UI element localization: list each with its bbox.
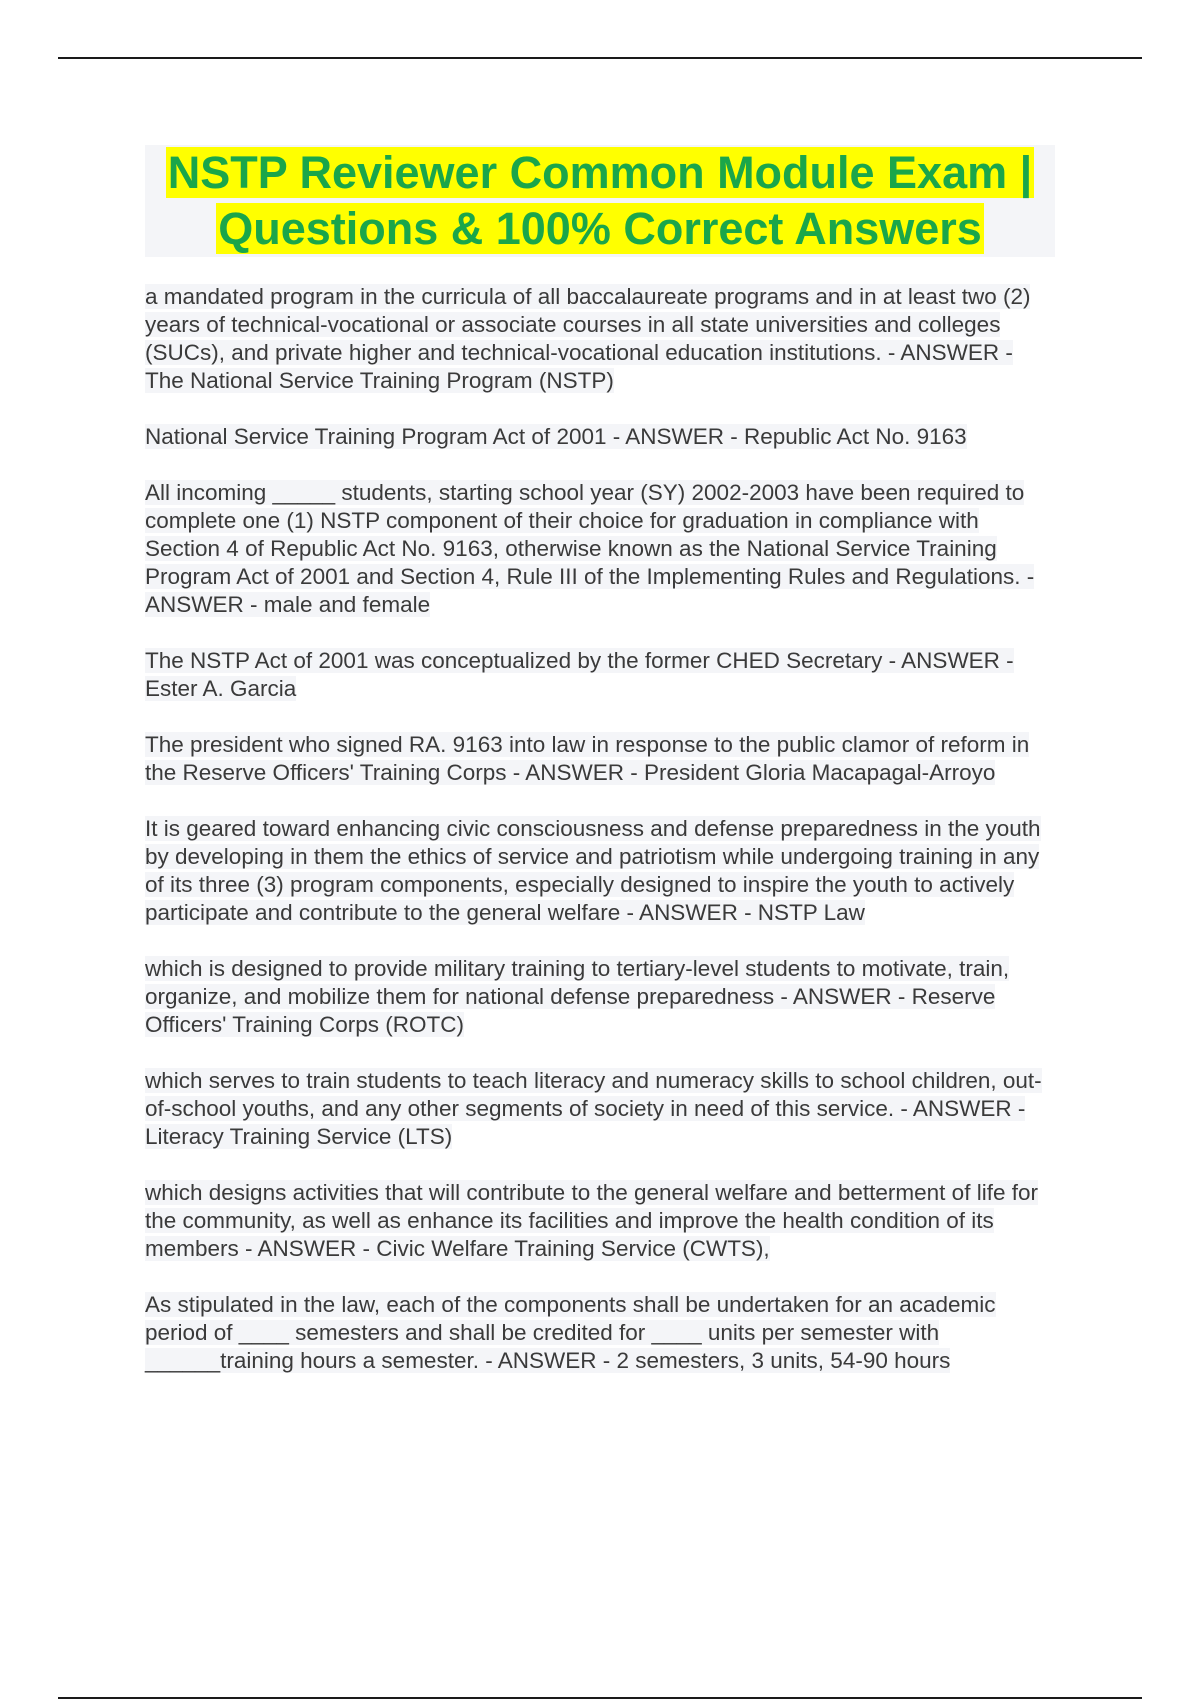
qa-item-9 — [145, 1179, 1055, 1263]
qa-item-2 — [145, 423, 1055, 451]
qa-text: a mandated program in the curricula of all baccalaureate programs and in at least two (2) years of technical-vocational or associate courses in all state universities and colleges (SUCs), and private higher and technical-vocational education institutions. - ANSWER - The National Service Training Program (NSTP) — [145, 284, 1031, 393]
qa-list — [145, 283, 1055, 1403]
qa-item-5 — [145, 731, 1055, 787]
qa-text: The president who signed RA. 9163 into law in response to the public clamor of reform in the Reserve Officers' Training Corps - ANSWER - President Gloria Macapagal-Arroyo — [145, 732, 1030, 785]
qa-item-6 — [145, 815, 1055, 927]
qa-text: which designs activities that will contribute to the general welfare and betterment of life for the community, as well as enhance its facilities and improve the health condition of its members - ANSWER - Civic Welfare Training Service (CWTS), — [145, 1180, 1038, 1261]
qa-text: which serves to train students to teach literacy and numeracy skills to school children, out-of-school youths, and any other segments of society in need of this service. - ANSWER - Literacy Training Service (LTS) — [145, 1068, 1042, 1149]
qa-text: which is designed to provide military training to tertiary-level students to motivate, train, organize, and mobilize them for national defense preparedness - ANSWER - Reserve Officers' Training Corps (ROTC) — [145, 956, 1010, 1037]
top-rule — [58, 57, 1142, 59]
qa-text: As stipulated in the law, each of the components shall be undertaken for an academic period of ____ semesters and shall be credited for ____ units per semester with ______training hours a semester. - ANSWER - 2 semesters, 3 units, 54-90 hours — [145, 1292, 996, 1373]
page-title: NSTP Reviewer Common Module Exam | Questions & 100% Correct Answers — [167, 147, 1033, 254]
bottom-rule — [58, 1697, 1142, 1699]
title-block — [145, 145, 1055, 257]
qa-item-3 — [145, 479, 1055, 619]
qa-item-8 — [145, 1067, 1055, 1151]
qa-item-4 — [145, 647, 1055, 703]
qa-text: All incoming _____ students, starting school year (SY) 2002-2003 have been required to complete one (1) NSTP component of their choice for graduation in compliance with Section 4 of Republic Act No. 9163, otherwise known as the National Service Training Program Act of 2001 and Section 4, Rule III of the Implementing Rules and Regulations. - ANSWER - male and female — [145, 480, 1035, 617]
qa-item-1 — [145, 283, 1055, 395]
qa-text: The NSTP Act of 2001 was conceptualized by the former CHED Secretary - ANSWER - Ester A. Garcia — [145, 648, 1014, 701]
qa-item-7 — [145, 955, 1055, 1039]
qa-text: National Service Training Program Act of 2001 - ANSWER - Republic Act No. 9163 — [145, 424, 967, 449]
qa-text: It is geared toward enhancing civic consciousness and defense preparedness in the youth by developing in them the ethics of service and patriotism while undergoing training in any of its three (3) program components, especially designed to inspire the youth to actively participate and contribute to the general welfare - ANSWER - NSTP Law — [145, 816, 1041, 925]
qa-item-10 — [145, 1291, 1055, 1375]
